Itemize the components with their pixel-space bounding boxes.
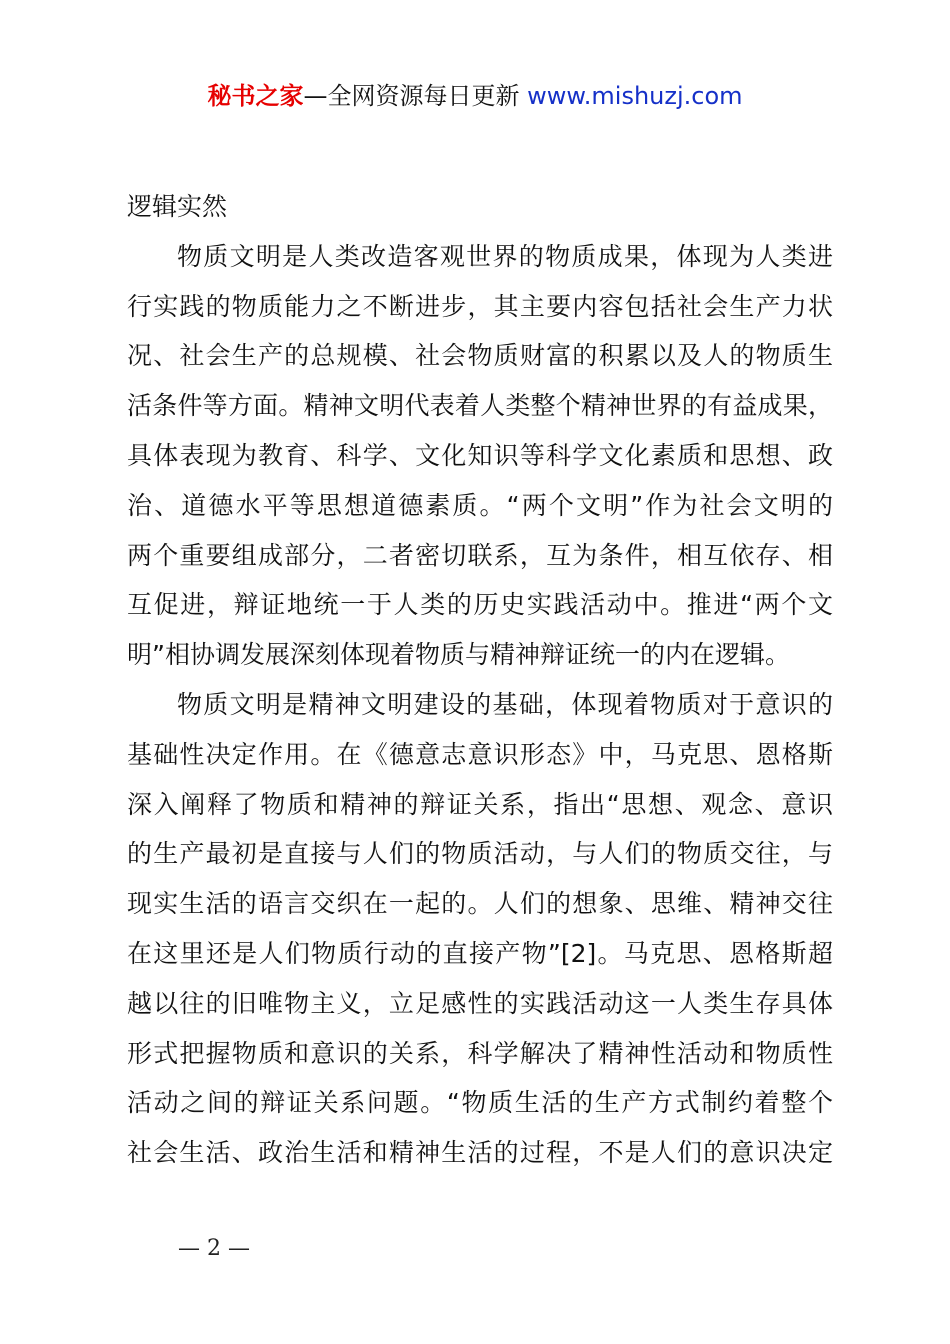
text-line: 行实践的物质能力之不断进步，其主要内容包括社会生产力状 bbox=[127, 291, 833, 321]
paragraph-first-line: 物质文明是人类改造客观世界的物质成果，体现为人类进 bbox=[177, 241, 833, 271]
text-line: 活动之间的辩证关系问题。“物质生活的生产方式制约着整个 bbox=[127, 1088, 833, 1118]
header-tagline: —全网资源每日更新 bbox=[303, 82, 520, 110]
text-line: 况、社会生产的总规模、社会物质财富的积累以及人的物质生 bbox=[127, 341, 833, 371]
page-number: — 2 — bbox=[178, 1236, 250, 1261]
text-line: 在这里还是人们物质行动的直接产物”[2]。马克思、恩格斯超 bbox=[127, 938, 833, 968]
paragraph-first-line: 物质文明是精神文明建设的基础，体现着物质对于意识的 bbox=[177, 689, 833, 719]
text-line: 具体表现为教育、科学、文化知识等科学文化素质和思想、政 bbox=[127, 440, 833, 470]
text-line: 现实生活的语言交织在一起的。人们的想象、思维、精神交往 bbox=[127, 889, 833, 919]
text-line: 活条件等方面。精神文明代表着人类整个精神世界的有益成果， bbox=[127, 391, 833, 421]
text-line: 两个重要组成部分，二者密切联系，互为条件，相互依存、相 bbox=[127, 540, 833, 570]
text-line: 越以往的旧唯物主义，立足感性的实践活动这一人类生存具体 bbox=[127, 988, 833, 1018]
website-link[interactable]: www.mishuzj.com bbox=[519, 82, 743, 110]
page-header bbox=[0, 80, 950, 112]
text-line: 深入阐释了物质和精神的辩证关系，指出“思想、观念、意识 bbox=[127, 789, 833, 819]
text-line: 治、道德水平等思想道德素质。“两个文明”作为社会文明的 bbox=[127, 490, 833, 520]
brand-name: 秘书之家 bbox=[207, 82, 304, 110]
text-line: 基础性决定作用。在《德意志意识形态》中，马克思、恩格斯 bbox=[127, 739, 833, 769]
body-text bbox=[127, 182, 833, 1178]
text-line: 的生产最初是直接与人们的物质活动，与人们的物质交往，与 bbox=[127, 839, 833, 869]
text-line: 逻辑实然 bbox=[127, 192, 228, 221]
text-line: 社会生活、政治生活和精神生活的过程，不是人们的意识决定 bbox=[127, 1138, 833, 1168]
paragraph-last-line: 明”相协调发展深刻体现着物质与精神辩证统一的内在逻辑。 bbox=[127, 640, 790, 670]
text-line: 形式把握物质和意识的关系，科学解决了精神性活动和物质性 bbox=[127, 1038, 833, 1068]
text-line: 互促进，辩证地统一于人类的历史实践活动中。推进“两个文 bbox=[127, 590, 833, 620]
